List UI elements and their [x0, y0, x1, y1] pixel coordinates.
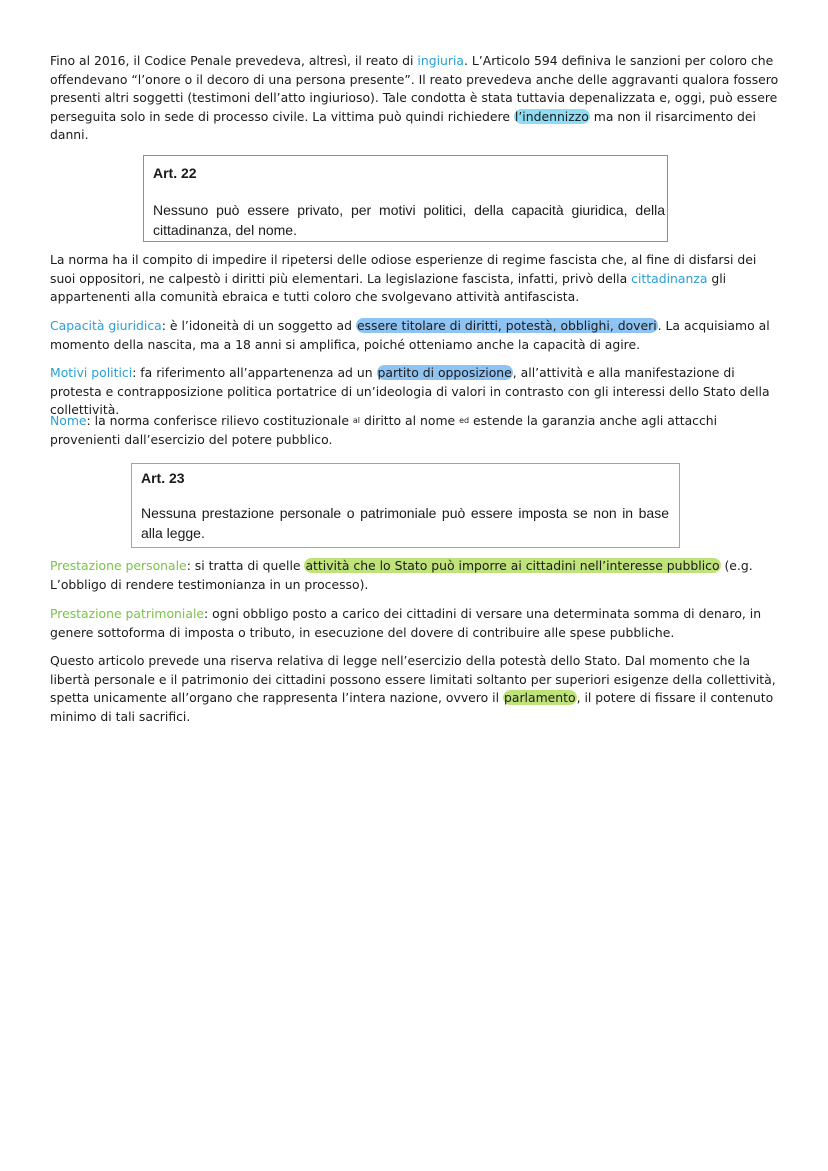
article-22-text: Nessuno può essere privato, per motivi politici, della capacità giuridica, della cittadinanza, del nome.: [153, 202, 665, 238]
term-prestazione-patrimoniale: Prestazione patrimoniale: [50, 606, 205, 621]
term-ingiuria: ingiuria: [417, 53, 465, 68]
highlight-parlamento: parlamento: [503, 690, 576, 706]
highlight-indennizzo: l’indennizzo: [514, 108, 589, 124]
term-nome: Nome: [50, 413, 87, 428]
paragraph-ingiuria: Fino al 2016, il Codice Penale prevedeva, altresì, il reato di ingiuria. L’Articolo 594 definiva le sanzioni per coloro che offendevano “l’onore o il decoro di una persona presente”. Il reato prevedeva anche delle aggravanti qualora fossero presenti altri soggetti (testimoni dell’atto ingiurioso). Tale condotta è stata tuttavia depenalizzata e, oggi, può essere perseguita solo in sede di processo civile. La vittima può quindi richiedere l’indennizzo ma non il risarcimento dei danni.: [50, 53, 779, 143]
highlight-attivita-stato: attività che lo Stato può imporre ai cittadini nell’interesse pubblico: [305, 558, 720, 573]
paragraph-riserva-di-legge: Questo articolo prevede una riserva relativa di legge nell’esercizio della potestà dello Stato. Dal momento che la libertà personale e il patrimonio dei cittadini possono essere limitati soltanto per superiori esigenze della collettività, spetta unicamente all’organo che rappresenta l’intera nazione, ovvero il parlamento, il potere di fissare il contenuto minimo di tali sacrifici.: [50, 653, 776, 724]
inline-correction-al: al: [352, 416, 361, 426]
term-cittadinanza: cittadinanza: [631, 270, 708, 286]
article-22-box: [143, 155, 668, 242]
article-23-text: Nessuna prestazione personale o patrimoniale può essere imposta se non in base alla legge.: [141, 505, 669, 541]
paragraph-capacita-giuridica: Capacità giuridica: è l’idoneità di un soggetto ad essere titolare di diritti, potestà, obblighi, doveri. La acquisiamo al momento della nascita, ma a 18 anni si amplifica, poiché otteniamo anche la capacità di agire.: [50, 318, 770, 352]
article-23-box: [131, 463, 680, 548]
paragraph-prestazione-patrimoniale: Prestazione patrimoniale: ogni obbligo posto a carico dei cittadini di versare una determinata somma di denaro, in genere sottoforma di imposta o tributo, in esecuzione del dovere di contribuire alle spese pubbliche.: [50, 606, 762, 640]
term-prestazione-personale: Prestazione personale: [50, 558, 187, 573]
term-capacita-giuridica: Capacità giuridica: [50, 318, 162, 333]
term-motivi-politici: Motivi politici: [50, 365, 133, 380]
paragraph-prestazione-personale: Prestazione personale: si tratta di quelle attività che lo Stato può imporre ai cittadini nell’interesse pubblico (e.g. L’obbligo di rendere testimonianza in un processo).: [50, 558, 753, 592]
article-23-title: Art. 23: [141, 470, 185, 486]
paragraph-nome: Nome: la norma conferisce rilievo costituzionale al diritto al nome ed estende la garanzia anche agli attacchi provenienti dall’esercizio del potere pubblico.: [50, 413, 718, 447]
highlight-partito-opposizione: partito di opposizione: [377, 365, 512, 380]
paragraph-norma: La norma ha il compito di impedire il ripetersi delle odiose esperienze di regime fascista che, al fine di disfarsi dei suoi oppositori, ne calpestò i diritti più elementari. La legislazione fascista, infatti, privò della cittadinanza gli appartenenti alla comunità ebraica e tutti coloro che svolgevano attività antifascista.: [50, 252, 757, 305]
paragraph-motivi-politici: Motivi politici: fa riferimento all’appartenenza ad un partito di opposizione, all’attività e alla manifestazione di protesta e contrapposizione politica portatrice di un’ideologia di valori in contrasto con gli interessi dello Stato della collettività.: [50, 365, 770, 418]
highlight-titolare-diritti: essere titolare di diritti, potestà, obblighi, doveri: [356, 318, 657, 333]
inline-correction-ed: ed: [459, 416, 470, 426]
article-22-title: Art. 22: [153, 165, 197, 181]
